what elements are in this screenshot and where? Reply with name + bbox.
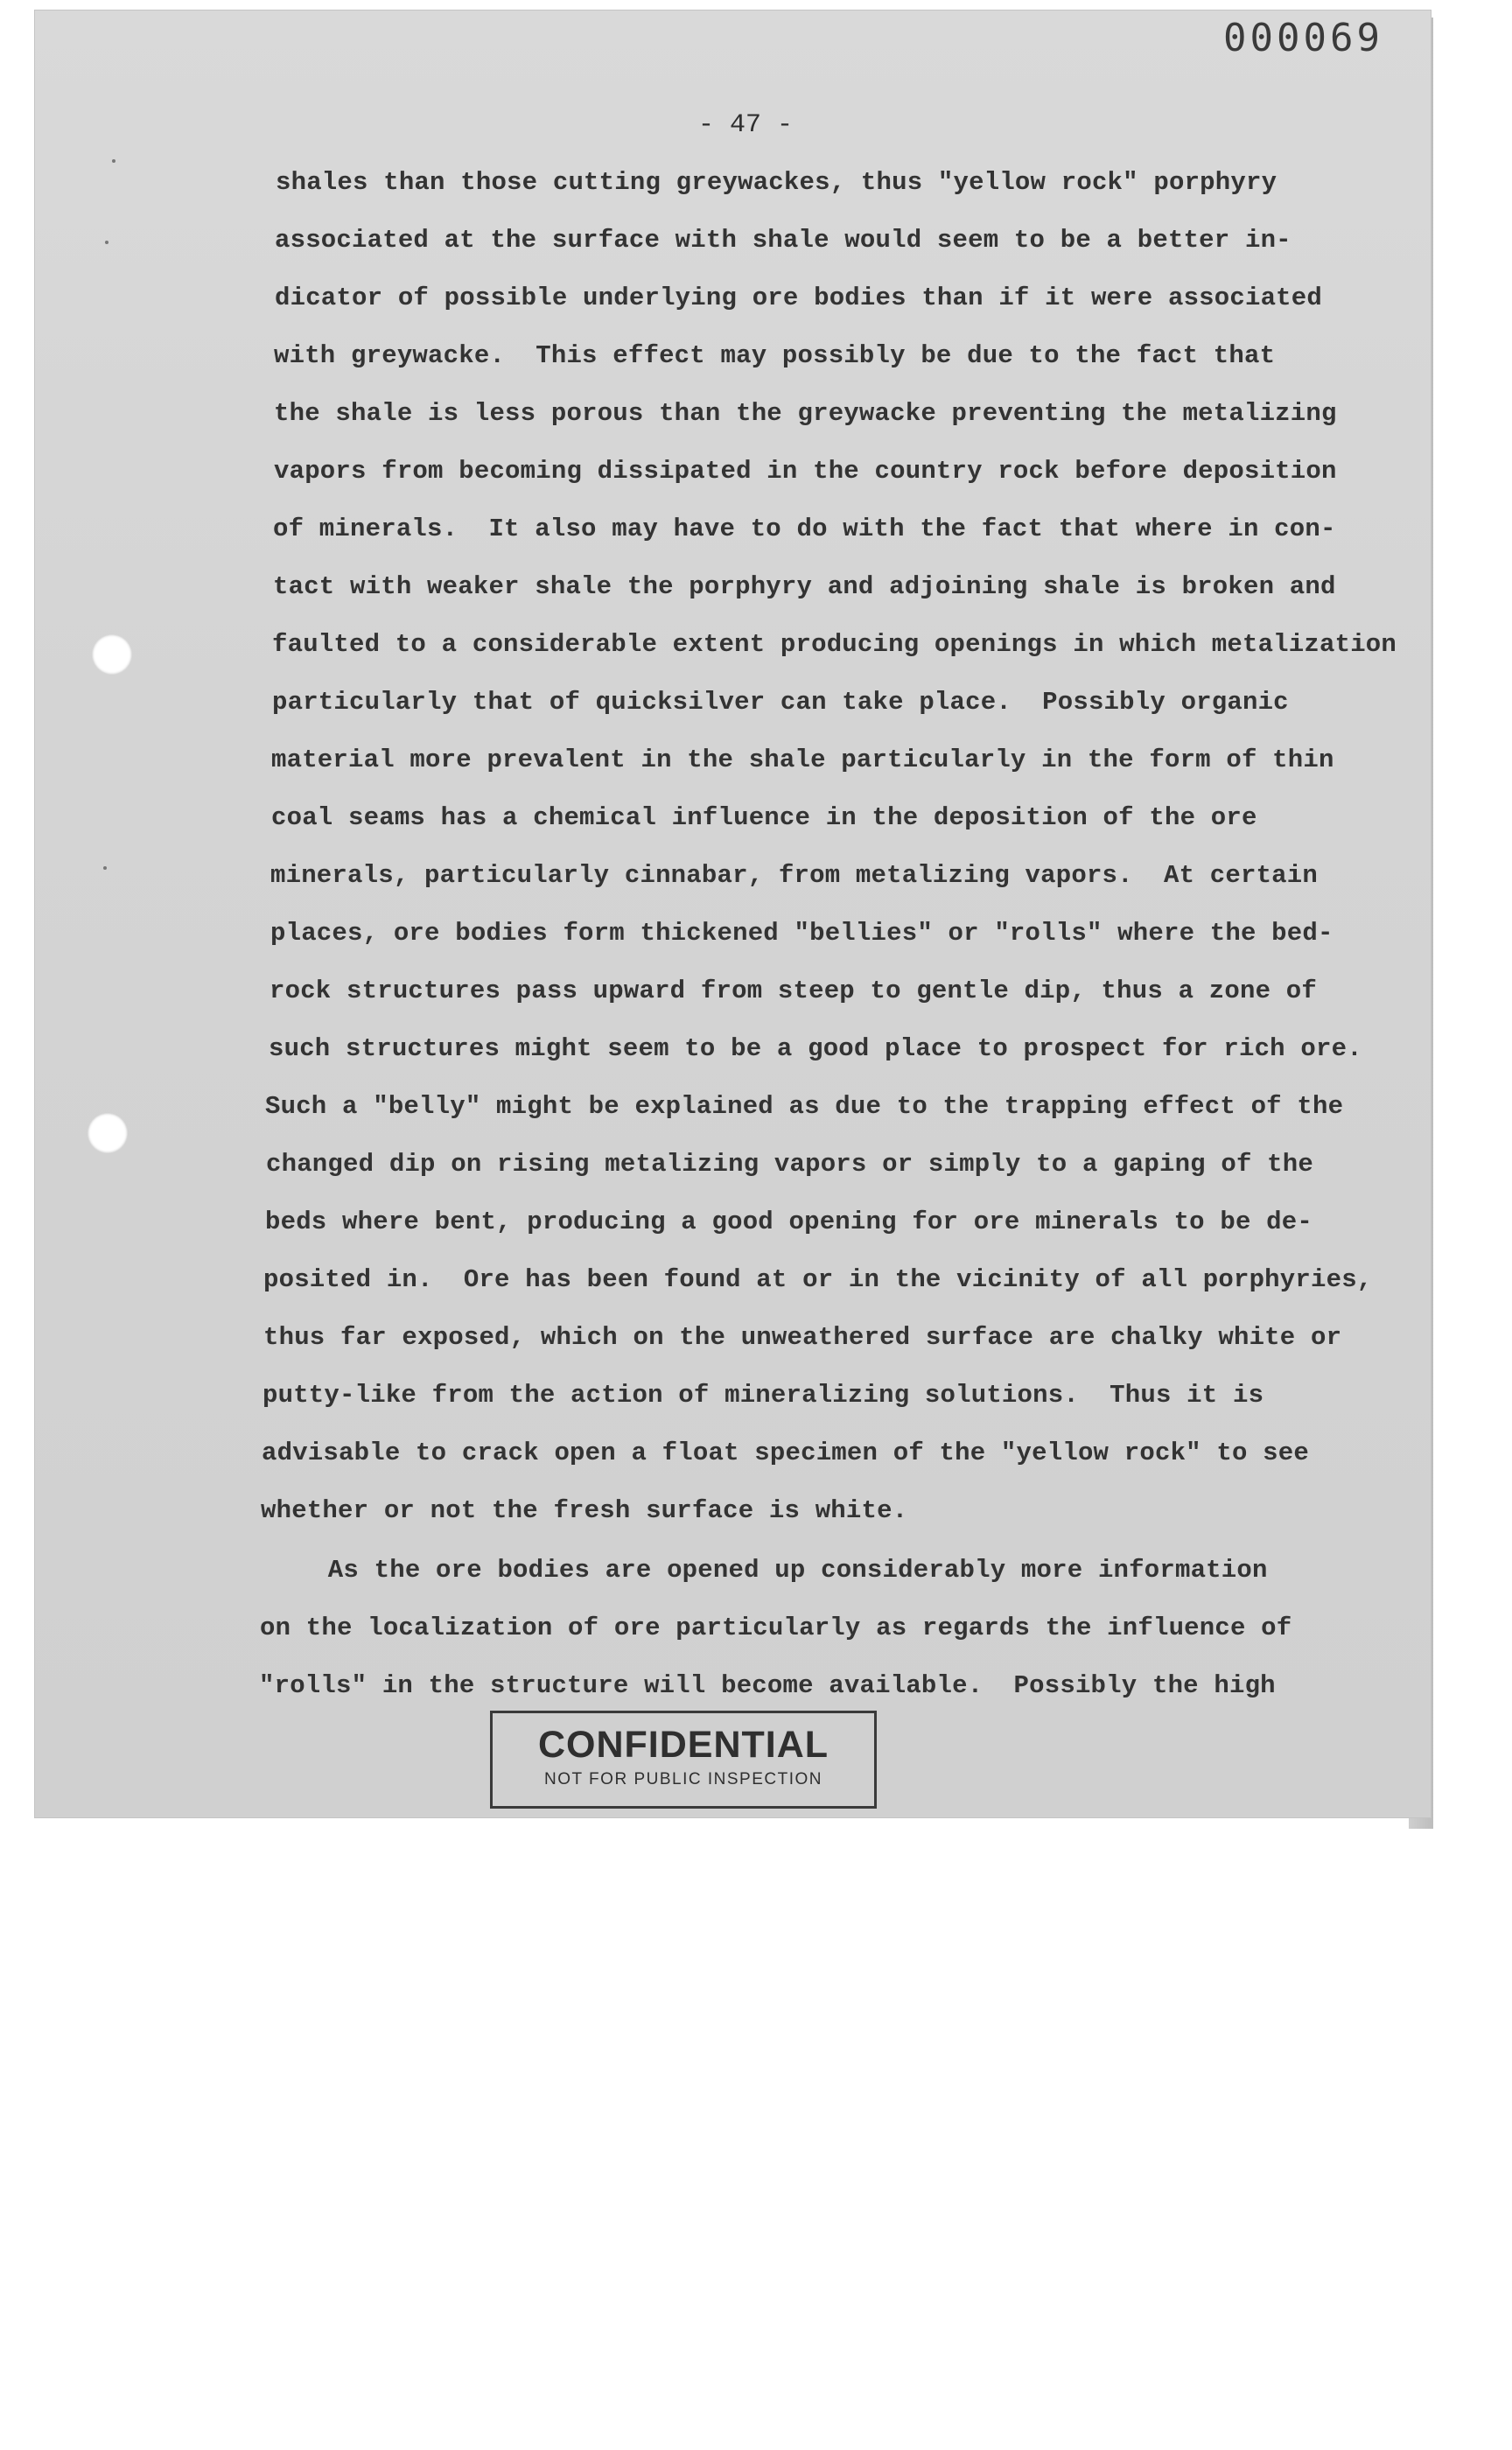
confidential-stamp xyxy=(490,1711,877,1809)
text-line: coal seams has a chemical influence in the deposition of the ore xyxy=(271,803,1257,832)
scan-speck xyxy=(103,866,107,870)
text-line: rock structures pass upward from steep to gentle dip, thus a zone of xyxy=(270,976,1317,1005)
text-line: such structures might seem to be a good place to prospect for rich ore. xyxy=(269,1034,1362,1063)
text-line: particularly that of quicksilver can take place. Possibly organic xyxy=(272,688,1289,717)
text-line: on the localization of ore particularly as regards the influence of xyxy=(260,1614,1292,1642)
text-line: associated at the surface with shale would seem to be a better in- xyxy=(275,226,1292,255)
text-line: As the ore bodies are opened up considerably more information xyxy=(282,1556,1268,1585)
scan-speck xyxy=(112,159,116,163)
text-line: beds where bent, producing a good opening for ore minerals to be de- xyxy=(265,1208,1312,1236)
text-line: posited in. Ore has been found at or in the vicinity of all porphyries, xyxy=(263,1265,1373,1294)
text-line: with greywacke. This effect may possibly be due to the fact that xyxy=(274,341,1276,370)
text-line: "rolls" in the structure will become available. Possibly the high xyxy=(259,1671,1276,1700)
text-line: shales than those cutting greywackes, thus "yellow rock" porphyry xyxy=(276,168,1278,197)
text-line: material more prevalent in the shale particularly in the form of thin xyxy=(271,746,1334,774)
text-line: minerals, particularly cinnabar, from metalizing vapors. At certain xyxy=(270,861,1318,890)
document-page xyxy=(35,10,1431,1817)
punch-hole-top xyxy=(92,634,132,675)
text-line: tact with weaker shale the porphyry and adjoining shale is broken and xyxy=(273,572,1336,601)
text-line: the shale is less porous than the greywacke preventing the metalizing xyxy=(274,399,1337,428)
text-line: places, ore bodies form thickened "bellies" or "rolls" where the bed- xyxy=(270,919,1334,948)
text-line: of minerals. It also may have to do with the fact that where in con- xyxy=(273,514,1336,543)
stamp-subtitle: NOT FOR PUBLIC INSPECTION xyxy=(544,1770,822,1788)
text-line: vapors from becoming dissipated in the country rock before deposition xyxy=(274,457,1337,486)
text-line: advisable to crack open a float specimen of the "yellow rock" to see xyxy=(262,1438,1309,1467)
document-number: 000069 xyxy=(1223,16,1383,60)
text-line: Such a "belly" might be explained as due to the trapping effect of the xyxy=(265,1092,1344,1121)
text-line: faulted to a considerable extent producing openings in which metalization xyxy=(272,630,1397,659)
text-line: whether or not the fresh surface is white. xyxy=(261,1496,908,1525)
page-number: - 47 - xyxy=(698,110,794,140)
text-line: changed dip on rising metalizing vapors or simply to a gaping of the xyxy=(266,1150,1313,1179)
stamp-title: CONFIDENTIAL xyxy=(537,1724,830,1766)
text-line: putty-like from the action of mineralizing solutions. Thus it is xyxy=(262,1381,1264,1410)
text-line: thus far exposed, which on the unweathered surface are chalky white or xyxy=(263,1323,1342,1352)
punch-hole-bottom xyxy=(88,1113,128,1153)
scan-speck xyxy=(105,241,108,244)
text-line: dicator of possible underlying ore bodies than if it were associated xyxy=(275,284,1322,312)
